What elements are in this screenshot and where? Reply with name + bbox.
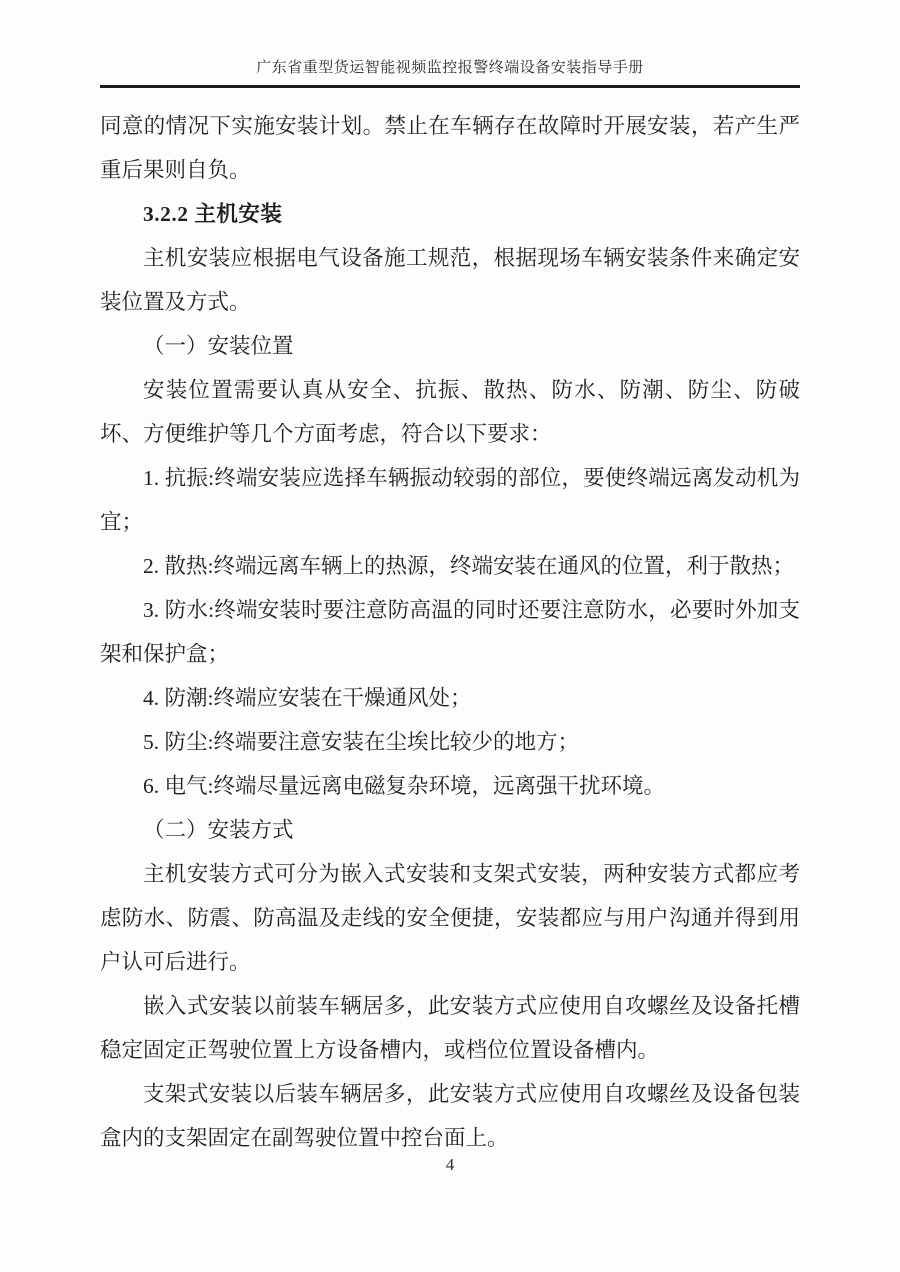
paragraph-body: 主机安装应根据电气设备施工规范，根据现场车辆安装条件来确定安装位置及方式。 [100,246,800,314]
paragraph-body: （一）安装位置 [143,334,294,358]
paragraph-body: （二）安装方式 [143,818,294,842]
paragraph-body: 嵌入式安装以前装车辆居多，此安装方式应使用自攻螺丝及设备托槽稳定固定正驾驶位置上方设备槽内，或档位位置设备槽内。 [100,994,800,1062]
paragraph-body: 5. 防尘:终端要注意安装在尘埃比较少的地方； [143,730,579,754]
paragraph-body: 2. 散热:终端远离车辆上的热源，终端安装在通风的位置，利于散热； [143,554,794,578]
paragraph-body: 支架式安装以后装车辆居多，此安装方式应使用自攻螺丝及设备包装盒内的支架固定在副驾驶位置中控台面上。 [100,1082,800,1150]
paragraph-body: 主机安装方式可分为嵌入式安装和支架式安装，两种安装方式都应考虑防水、防震、防高温及走线的安全便捷，安装都应与用户沟通并得到用户认可后进行。 [100,862,800,974]
paragraph-body: 3. 防水:终端安装时要注意防高温的同时还要注意防水，必要时外加支架和保护盒； [100,598,800,666]
paragraph-body: 4. 防潮:终端应安装在干燥通风处； [143,686,472,710]
document-body [100,104,800,1160]
paragraph-heading: 3.2.2 主机安装 [143,202,283,226]
paragraph-body: 6. 电气:终端尽量远离电磁复杂环境，远离强干扰环境。 [143,774,665,798]
page-footer [100,1152,800,1178]
header-rule [100,85,800,88]
header-title: 广东省重型货运智能视频监控报警终端设备安装指导手册 [256,60,644,76]
paragraph-body: 1. 抗振:终端安装应选择车辆振动较弱的部位，要使终端远离发动机为宜； [100,466,800,534]
page-number: 4 [445,1155,455,1174]
page-header [100,58,800,88]
paragraph-body: 安装位置需要认真从安全、抗振、散热、防水、防潮、防尘、防破坏、方便维护等几个方面考虑，符合以下要求： [100,378,800,446]
paragraph-continuation: 同意的情况下实施安装计划。禁止在车辆存在故障时开展安装，若产生严重后果则自负。 [100,114,800,182]
